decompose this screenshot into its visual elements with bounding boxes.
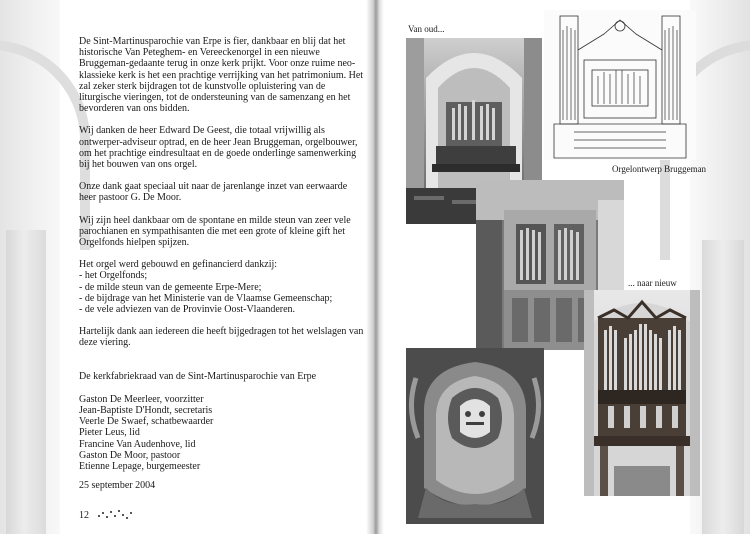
financing-intro: Het orgel werd gebouwd en gefinancierd dankzij: — [79, 259, 278, 271]
member-line: Pieter Leus, lid — [79, 427, 140, 439]
member-line: Gaston De Meerleer, voorzitter — [79, 393, 204, 405]
church-column-watermark-left — [0, 0, 60, 534]
new-organ-photo — [584, 290, 700, 496]
member-line: Gaston De Moor, pastoor — [79, 449, 181, 461]
page-number: 12 — [79, 510, 89, 521]
organ-design-drawing — [544, 10, 696, 160]
label-naar-nieuw: ... naar nieuw — [628, 278, 677, 288]
date-line: 25 september 2004 — [79, 480, 156, 492]
right-page — [384, 0, 750, 534]
council-title: De kerkfabriekraad van de Sint-Martinusparochie van Erpe — [79, 370, 317, 382]
left-page — [0, 0, 372, 534]
paragraph-parishioners: Wij zijn heel dankbaar om de spontane en milde steun van zeer vele parochianen en sympathisanten die met een grote of kleine gift het Orgelfonds hielpen spijzen. — [79, 214, 351, 249]
paragraph-designers: Wij danken de heer Edward De Geest, die totaal vrijwillig als ontwerper-adviseur optrad, en de heer Jean Bruggeman, orgelbouwer, om het prachtige eindresultaat en de goede onderlinge samenwerking bij het bouwen van ons orgel. — [79, 125, 358, 171]
financing-item: - het Orgelfonds; — [79, 270, 148, 282]
label-van-oud: Van oud... — [408, 24, 445, 34]
member-line: Etienne Lepage, burgemeester — [79, 461, 201, 473]
paragraph-thanks: Hartelijk dank aan iedereen die heeft bijgedragen tot het welslagen van deze viering. — [79, 326, 364, 349]
thanks-text-block — [79, 36, 364, 503]
member-line: Veerle De Swaef, schatbewaarder — [79, 416, 214, 428]
financing-item: - de milde steun van de gemeente Erpe-Mere; — [79, 281, 262, 293]
label-orgelontwerp: Orgelontwerp Bruggeman — [612, 164, 707, 174]
financing-item: - de vele adviezen van de Provinvie Oost-Vlaanderen. — [79, 304, 296, 316]
member-line: Jean-Baptiste D'Hondt, secretaris — [79, 405, 213, 417]
financing-list — [79, 259, 364, 315]
member-line: Francine Van Audenhove, lid — [79, 438, 196, 450]
council-members — [79, 394, 364, 472]
photo-credit-vertical — [552, 380, 558, 490]
paragraph-intro: De Sint-Martinusparochie van Erpe is fier, dankbaar en blij dat het historische Van Peteghem- en Vereeckenorgel in een nieuwe Bruggeman-gedaante terug in onze kerk prijkt. Voor onze ruime neo-klassieke kerk is het een prachtige verrijking van het patrimonium. Het zal zeker sterk bijdragen tot de kunstvolle opluistering van de liturgische vieringen, tot de ondersteuning van de samenzang en het bevorderen van ons bidden. — [79, 36, 364, 115]
paragraph-pastor: Onze dank gaat speciaal uit naar de jarenlange inzet van eerwaarde heer pastoor G. De Moor. — [79, 181, 348, 204]
page-gutter — [366, 0, 384, 534]
financing-item: - de bijdrage van het Ministerie van de Vlaamse Gemeenschap; — [79, 292, 333, 304]
dotted-logo-icon — [96, 507, 134, 521]
carved-ornament-photo — [406, 348, 544, 524]
